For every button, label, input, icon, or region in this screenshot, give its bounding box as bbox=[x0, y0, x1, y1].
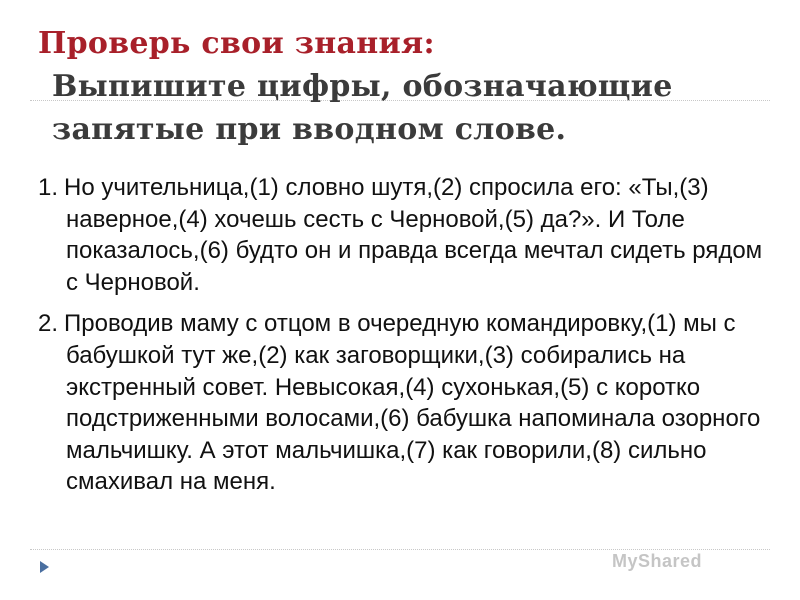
item-text: Но учительница,(1) словно шутя,(2) спросила его: «Ты,(3) наверное,(4) хочешь сесть с Черновой,(5) да?». И Толе показалось,(6) будто он и правда всегда мечтал сидеть рядом с Черновой. bbox=[64, 174, 763, 296]
watermark-logo: MyShared bbox=[612, 551, 703, 571]
slide-title bbox=[38, 22, 778, 151]
exercise-item-1 bbox=[38, 172, 766, 298]
exercise-body bbox=[38, 172, 766, 498]
item-number: 2. bbox=[38, 310, 59, 338]
title-rest: Выпишите цифры, обозначающие запятые при вводном слове. bbox=[52, 69, 673, 147]
divider-bottom bbox=[30, 549, 770, 550]
exercise-item-2 bbox=[38, 308, 766, 498]
item-text: Проводив маму с отцом в очередную командировку,(1) мы с бабушкой тут же,(2) как заговорщики,(3) собирались на экстренный совет. Невысокая,(4) сухонькая,(5) с коротко подстриженными волосами,(6) бабушка напоминала озорного мальчишку. А этот мальчишка,(7) как говорили,(8) сильно смахивал на меня. bbox=[64, 310, 761, 496]
item-number: 1. bbox=[38, 174, 59, 201]
title-accent: Проверь свои знания: bbox=[38, 26, 435, 61]
bullet-arrow-icon bbox=[40, 561, 49, 573]
